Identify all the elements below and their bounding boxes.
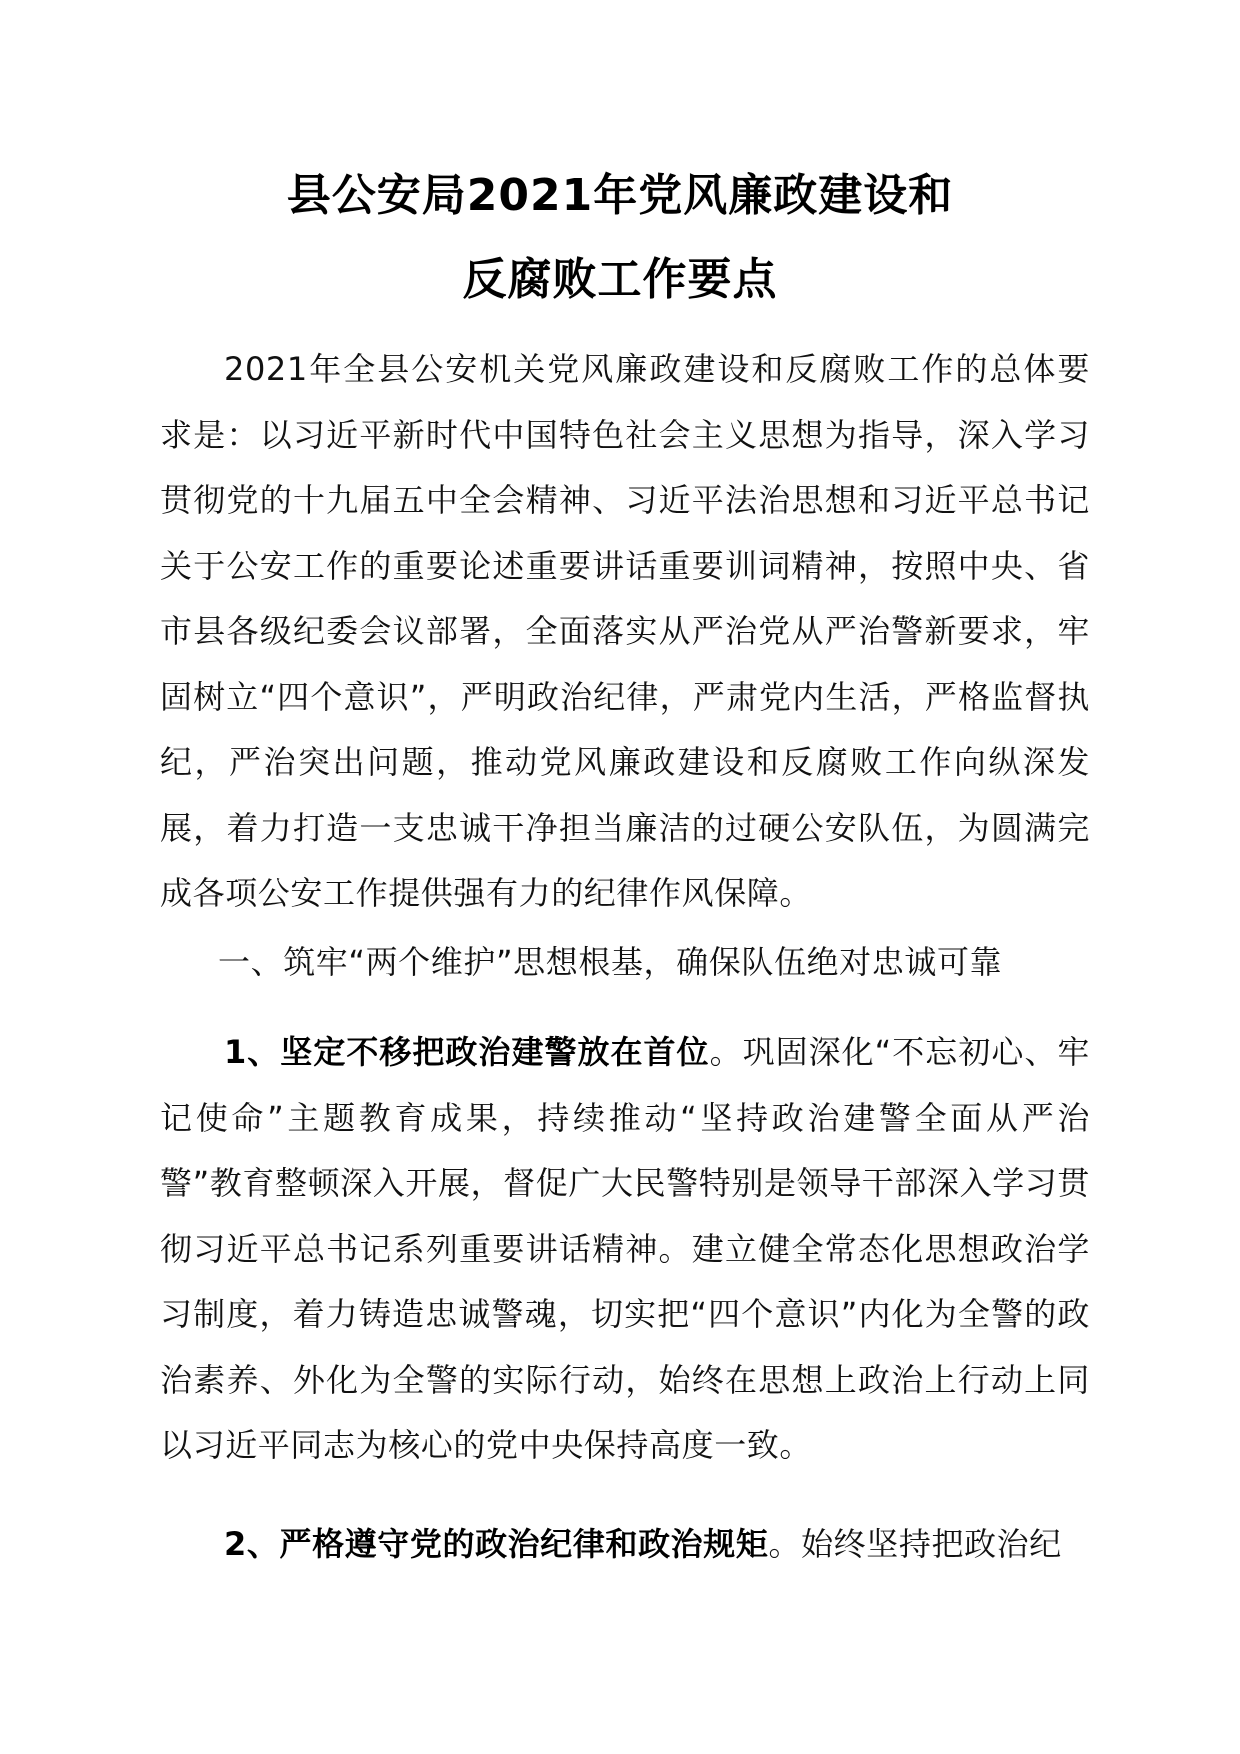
- document-title-line-1: 县公安局2021年党风廉政建设和: [286, 170, 954, 221]
- item-2-paragraph: [160, 1512, 1090, 1578]
- document-title-line-2: 反腐败工作要点: [462, 254, 778, 305]
- item-1-body: 。巩固深化“不忘初心、牢记使命”主题教育成果，持续推动“坚持政治建警全面从严治警”教育整顿深入开展，督促广大民警特别是领导干部深入学习贯彻习近平总书记系列重要讲话精神。建立健全常态化思想政治学习制度，着力铸造忠诚警魂，切实把“四个意识”内化为全警的政治素养、外化为全警的实际行动，始终在思想上政治上行动上同以习近平同志为核心的党中央保持高度一致。: [160, 1033, 1090, 1464]
- item-1-paragraph: [160, 1020, 1090, 1479]
- item-2-body: 。始终坚持把政治纪: [768, 1525, 1062, 1563]
- item-2-lead: 2、严格遵守党的政治纪律和政治规矩: [224, 1525, 769, 1563]
- item-1-lead: 1、坚定不移把政治建警放在首位: [224, 1033, 710, 1071]
- intro-paragraph: 2021年全县公安机关党风廉政建设和反腐败工作的总体要求是：以习近平新时代中国特色社会主义思想为指导，深入学习贯彻党的十九届五中全会精神、习近平法治思想和习近平总书记关于公安工作的重要论述重要讲话重要训词精神，按照中央、省市县各级纪委会议部署，全面落实从严治党从严治警新要求，牢固树立“四个意识”，严明政治纪律，严肃党内生活，严格监督执纪，严治突出问题，推动党风廉政建设和反腐败工作向纵深发展，着力打造一支忠诚干净担当廉洁的过硬公安队伍，为圆满完成各项公安工作提供强有力的纪律作风保障。: [160, 350, 1090, 912]
- section-heading-1: 一、筑牢“两个维护”思想根基，确保队伍绝对忠诚可靠: [218, 943, 1003, 981]
